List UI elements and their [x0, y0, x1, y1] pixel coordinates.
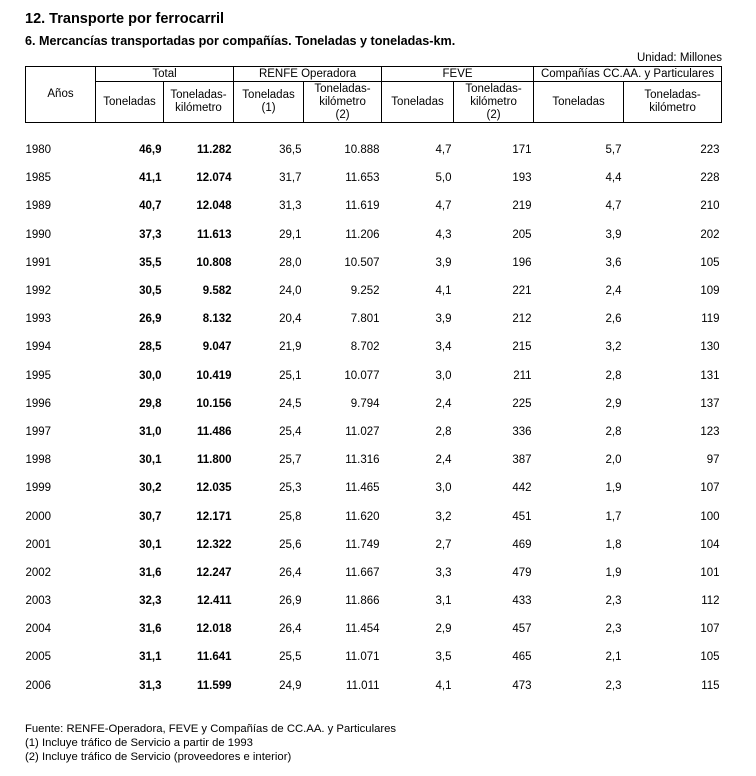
value-cell: 3,3 — [435, 566, 452, 579]
value-cell: 12.074 — [196, 172, 232, 185]
table-row — [26, 362, 722, 390]
value-cell: 387 — [512, 454, 532, 467]
value-cell: 210 — [700, 200, 720, 213]
value-cell: 25,1 — [279, 369, 302, 382]
unit-label: Unidad: Millones — [636, 52, 722, 64]
value-cell: 119 — [701, 313, 720, 326]
group-header-total: Total — [96, 67, 234, 82]
value-cell: 5,0 — [435, 172, 452, 185]
year-cell: 2005 — [25, 651, 52, 664]
year-cell: 1994 — [25, 341, 52, 354]
value-cell: 7.801 — [350, 313, 380, 326]
value-cell: 28,5 — [139, 341, 162, 354]
value-cell: 196 — [512, 256, 532, 269]
value-cell: 3,9 — [605, 228, 622, 241]
table-row — [26, 474, 722, 502]
value-cell: 2,8 — [605, 369, 622, 382]
year-cell: 1985 — [25, 172, 52, 185]
table-row — [26, 390, 722, 418]
year-cell: 1996 — [25, 397, 52, 410]
value-cell: 442 — [512, 482, 532, 495]
value-cell: 225 — [512, 397, 532, 410]
year-cell: 1980 — [25, 144, 52, 157]
value-cell: 32,3 — [139, 595, 162, 608]
value-cell: 25,3 — [279, 482, 302, 495]
value-cell: 26,9 — [139, 313, 162, 326]
value-cell: 25,7 — [279, 454, 302, 467]
value-cell: 123 — [700, 425, 720, 438]
value-cell: 100 — [700, 510, 720, 523]
year-cell: 2004 — [25, 623, 52, 636]
value-cell: 2,8 — [605, 425, 622, 438]
table-row — [26, 277, 722, 305]
value-cell: 10.888 — [344, 144, 380, 157]
value-cell: 465 — [512, 651, 532, 664]
value-cell: 215 — [512, 341, 532, 354]
page-title: 12. Transporte por ferrocarril — [25, 11, 225, 27]
value-cell: 212 — [512, 313, 532, 326]
value-cell: 11.641 — [196, 651, 232, 664]
value-cell: 31,6 — [139, 623, 162, 636]
value-cell: 11.011 — [346, 679, 380, 692]
value-cell: 12.018 — [196, 623, 232, 636]
value-cell: 31,0 — [139, 425, 162, 438]
value-cell: 21,9 — [279, 341, 302, 354]
value-cell: 105 — [700, 256, 720, 269]
value-cell: 31,7 — [279, 172, 302, 185]
value-cell: 26,4 — [279, 566, 302, 579]
value-cell: 3,0 — [435, 482, 452, 495]
value-cell: 12.411 — [196, 595, 232, 608]
table-row — [26, 643, 722, 671]
value-cell: 4,7 — [435, 144, 452, 157]
value-cell: 11.486 — [196, 425, 232, 438]
value-cell: 2,6 — [605, 313, 622, 326]
value-cell: 479 — [512, 566, 532, 579]
value-cell: 131 — [700, 369, 720, 382]
value-cell: 9.047 — [202, 341, 232, 354]
spacer-row — [26, 123, 722, 137]
value-cell: 12.322 — [196, 538, 232, 551]
value-cell: 40,7 — [139, 200, 162, 213]
year-cell: 1997 — [25, 425, 52, 438]
value-cell: 31,1 — [139, 651, 162, 664]
value-cell: 171 — [512, 144, 532, 157]
value-cell: 4,1 — [435, 285, 452, 298]
sub-header-2: Toneladas (1) — [234, 82, 304, 123]
value-cell: 3,1 — [435, 595, 452, 608]
value-cell: 31,3 — [279, 200, 302, 213]
value-cell: 3,2 — [435, 510, 452, 523]
sub-header-3: Toneladas- kilómetro (2) — [304, 82, 382, 123]
years-header: Años — [26, 67, 96, 123]
value-cell: 202 — [700, 228, 720, 241]
value-cell: 2,0 — [605, 454, 622, 467]
source-note: Fuente: RENFE-Operadora, FEVE y Compañías de CC.AA. y Particulares — [25, 723, 397, 735]
value-cell: 2,4 — [435, 397, 452, 410]
value-cell: 11.206 — [345, 228, 380, 241]
value-cell: 3,9 — [435, 313, 452, 326]
value-cell: 10.156 — [196, 397, 232, 410]
sub-header-0: Toneladas — [96, 82, 164, 123]
value-cell: 24,5 — [279, 397, 302, 410]
sub-header-6: Toneladas — [534, 82, 624, 123]
value-cell: 3,4 — [435, 341, 452, 354]
value-cell: 3,5 — [435, 651, 452, 664]
value-cell: 26,9 — [279, 595, 302, 608]
value-cell: 3,9 — [435, 256, 452, 269]
value-cell: 12.247 — [196, 566, 232, 579]
table-row — [26, 587, 722, 615]
value-cell: 12.035 — [196, 482, 232, 495]
value-cell: 25,8 — [279, 510, 302, 523]
year-cell: 2003 — [25, 595, 52, 608]
freight-table — [25, 66, 722, 700]
sub-header-1: Toneladas- kilómetro — [164, 82, 234, 123]
value-cell: 3,6 — [605, 256, 622, 269]
value-cell: 35,5 — [139, 256, 162, 269]
value-cell: 433 — [512, 595, 532, 608]
table-row — [26, 249, 722, 277]
year-cell: 1990 — [25, 228, 52, 241]
value-cell: 137 — [700, 397, 720, 410]
sub-header-7: Toneladas- kilómetro — [624, 82, 722, 123]
value-cell: 30,1 — [139, 538, 162, 551]
value-cell: 11.465 — [345, 482, 380, 495]
year-cell: 1992 — [25, 285, 52, 298]
value-cell: 336 — [512, 425, 532, 438]
value-cell: 11.027 — [345, 425, 380, 438]
value-cell: 28,0 — [279, 256, 302, 269]
table-row — [26, 164, 722, 192]
value-cell: 1,7 — [605, 510, 622, 523]
value-cell: 20,4 — [279, 313, 302, 326]
value-cell: 12.171 — [196, 510, 232, 523]
value-cell: 228 — [700, 172, 720, 185]
value-cell: 9.252 — [350, 285, 380, 298]
value-cell: 8.702 — [350, 341, 380, 354]
value-cell: 451 — [512, 510, 532, 523]
year-cell: 2000 — [25, 510, 52, 523]
value-cell: 29,8 — [139, 397, 162, 410]
value-cell: 457 — [512, 623, 532, 636]
value-cell: 26,4 — [279, 623, 302, 636]
value-cell: 11.866 — [345, 595, 380, 608]
table-row — [26, 305, 722, 333]
table-row — [26, 221, 722, 249]
value-cell: 2,9 — [605, 397, 622, 410]
value-cell: 219 — [512, 200, 532, 213]
value-cell: 11.071 — [345, 651, 380, 664]
table-subtitle: 6. Mercancías transportadas por compañías. Toneladas y toneladas-km. — [25, 34, 456, 48]
table-row — [26, 136, 722, 164]
value-cell: 8.132 — [202, 313, 232, 326]
year-cell: 2001 — [25, 538, 52, 551]
value-cell: 1,9 — [605, 566, 622, 579]
value-cell: 4,3 — [435, 228, 452, 241]
value-cell: 2,4 — [605, 285, 622, 298]
value-cell: 11.653 — [345, 172, 380, 185]
value-cell: 11.282 — [196, 144, 232, 157]
group-header-feve: FEVE — [382, 67, 534, 82]
value-cell: 205 — [512, 228, 532, 241]
value-cell: 24,0 — [279, 285, 302, 298]
value-cell: 30,2 — [139, 482, 162, 495]
value-cell: 4,4 — [605, 172, 622, 185]
table-row — [26, 502, 722, 530]
year-cell: 1998 — [25, 454, 52, 467]
value-cell: 211 — [513, 369, 532, 382]
table-row — [26, 531, 722, 559]
value-cell: 221 — [512, 285, 532, 298]
table-row — [26, 333, 722, 361]
value-cell: 2,3 — [605, 623, 622, 636]
value-cell: 101 — [700, 566, 720, 579]
value-cell: 107 — [700, 482, 720, 495]
value-cell: 30,5 — [139, 285, 162, 298]
value-cell: 9.794 — [350, 397, 380, 410]
value-cell: 473 — [512, 679, 532, 692]
value-cell: 46,9 — [139, 144, 162, 157]
value-cell: 11.667 — [345, 566, 380, 579]
table-row — [26, 615, 722, 643]
value-cell: 11.619 — [345, 200, 380, 213]
footnotes — [25, 722, 396, 764]
value-cell: 10.507 — [344, 256, 380, 269]
value-cell: 30,7 — [139, 510, 162, 523]
value-cell: 30,1 — [139, 454, 162, 467]
value-cell: 11.620 — [345, 510, 380, 523]
value-cell: 193 — [512, 172, 532, 185]
year-cell: 1989 — [25, 200, 52, 213]
value-cell: 41,1 — [139, 172, 162, 185]
year-cell: 1999 — [25, 482, 52, 495]
value-cell: 31,6 — [139, 566, 162, 579]
value-cell: 5,7 — [605, 144, 622, 157]
value-cell: 25,6 — [279, 538, 302, 551]
footnote-1: (1) Incluye tráfico de Servicio a partir de 1993 — [25, 737, 253, 749]
value-cell: 11.749 — [345, 538, 380, 551]
value-cell: 24,9 — [279, 679, 302, 692]
value-cell: 4,1 — [435, 679, 452, 692]
footnote-2: (2) Incluye tráfico de Servicio (proveedores e interior) — [25, 751, 292, 763]
value-cell: 4,7 — [435, 200, 452, 213]
value-cell: 2,8 — [435, 425, 452, 438]
sub-header-4: Toneladas — [382, 82, 454, 123]
value-cell: 11.316 — [345, 454, 380, 467]
value-cell: 104 — [700, 538, 720, 551]
table-row — [26, 192, 722, 220]
year-cell: 2006 — [25, 679, 52, 692]
year-cell: 1991 — [25, 256, 52, 269]
value-cell: 30,0 — [139, 369, 162, 382]
value-cell: 4,7 — [605, 200, 622, 213]
value-cell: 2,4 — [435, 454, 452, 467]
sub-header-5: Toneladas- kilómetro (2) — [454, 82, 534, 123]
value-cell: 469 — [512, 538, 532, 551]
value-cell: 29,1 — [279, 228, 302, 241]
value-cell: 10.077 — [344, 369, 380, 382]
value-cell: 2,9 — [435, 623, 452, 636]
value-cell: 105 — [700, 651, 720, 664]
table-row — [26, 418, 722, 446]
value-cell: 130 — [700, 341, 720, 354]
value-cell: 10.419 — [196, 369, 232, 382]
value-cell: 3,2 — [605, 341, 622, 354]
value-cell: 36,5 — [279, 144, 302, 157]
year-cell: 1995 — [25, 369, 52, 382]
value-cell: 3,0 — [435, 369, 452, 382]
value-cell: 2,3 — [605, 595, 622, 608]
value-cell: 37,3 — [139, 228, 162, 241]
group-header-renfe: RENFE Operadora — [234, 67, 382, 82]
value-cell: 11.599 — [196, 679, 232, 692]
year-cell: 2002 — [25, 566, 52, 579]
value-cell: 109 — [700, 285, 720, 298]
value-cell: 2,7 — [435, 538, 452, 551]
value-cell: 31,3 — [139, 679, 162, 692]
group-header-ccaa: Compañías CC.AA. y Particulares — [534, 67, 722, 82]
year-cell: 1993 — [25, 313, 52, 326]
value-cell: 115 — [701, 679, 720, 692]
table-row — [26, 559, 722, 587]
value-cell: 2,3 — [605, 679, 622, 692]
value-cell: 2,1 — [605, 651, 622, 664]
table-row — [26, 446, 722, 474]
value-cell: 112 — [701, 595, 720, 608]
value-cell: 25,5 — [279, 651, 302, 664]
value-cell: 223 — [700, 144, 720, 157]
value-cell: 97 — [706, 454, 720, 467]
value-cell: 1,9 — [605, 482, 622, 495]
value-cell: 107 — [700, 623, 720, 636]
value-cell: 11.800 — [196, 454, 232, 467]
value-cell: 12.048 — [196, 200, 232, 213]
value-cell: 10.808 — [196, 256, 232, 269]
value-cell: 11.613 — [196, 228, 232, 241]
value-cell: 9.582 — [202, 285, 232, 298]
table-row — [26, 672, 722, 700]
value-cell: 25,4 — [279, 425, 302, 438]
value-cell: 1,8 — [605, 538, 622, 551]
value-cell: 11.454 — [345, 623, 380, 636]
